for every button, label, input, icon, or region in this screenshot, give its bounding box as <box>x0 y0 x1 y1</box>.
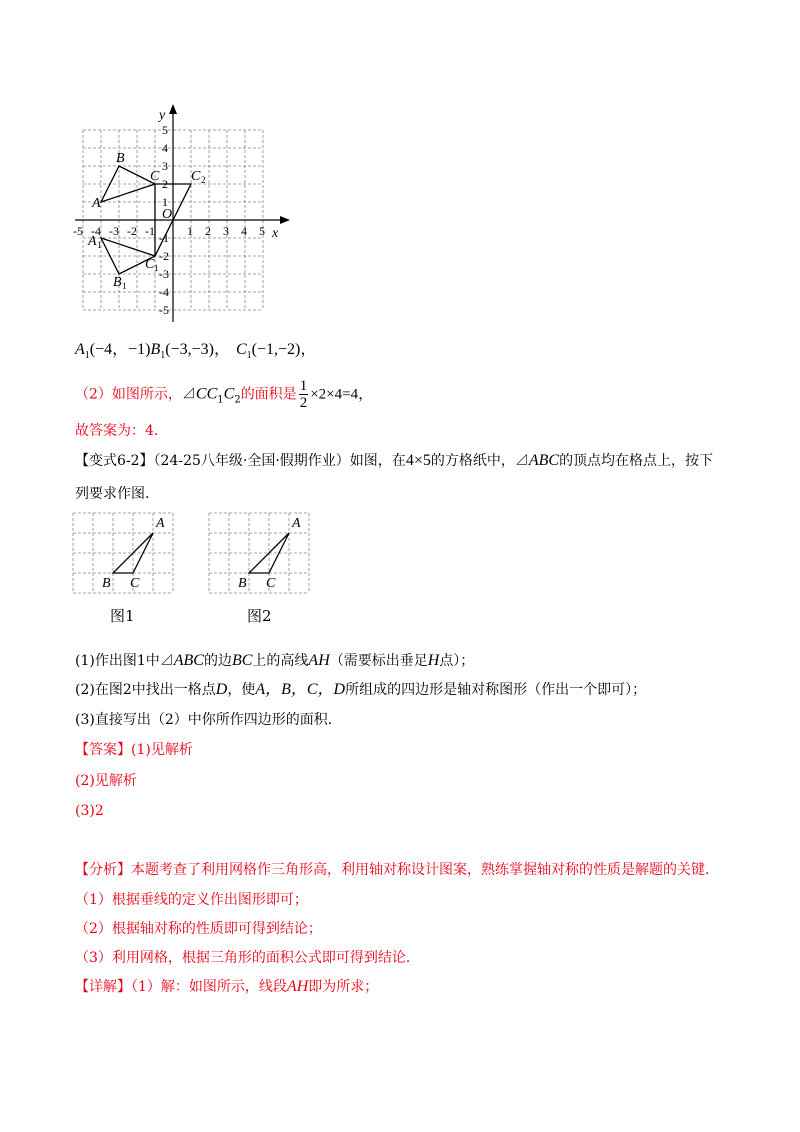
svg-text:-2: -2 <box>159 249 169 263</box>
point-a1: A <box>88 234 97 249</box>
svg-text:5: 5 <box>162 123 168 137</box>
analysis-p2: （2）根据轴对称的性质即可得到结论； <box>75 921 322 937</box>
point-a: A <box>92 196 101 211</box>
item-1: (1)作出图1中⊿ABC的边BC上的高线AH（需要标出垂足H点）； <box>75 652 475 669</box>
figure-1-caption: 图1 <box>110 607 135 625</box>
svg-text:1: 1 <box>97 240 102 250</box>
answer-3: (3)2 <box>75 803 104 819</box>
point-c1: C <box>145 257 155 272</box>
x-axis-arrow <box>280 216 290 224</box>
svg-text:B: B <box>102 576 111 591</box>
svg-text:1: 1 <box>187 224 193 238</box>
svg-text:-4: -4 <box>159 285 169 299</box>
svg-text:-3: -3 <box>159 267 169 281</box>
svg-text:1: 1 <box>122 281 127 291</box>
detail-line: 【详解】（1）解：如图所示，线段AH即为所求； <box>75 978 379 995</box>
svg-text:-1: -1 <box>159 231 169 245</box>
svg-text:-1: -1 <box>145 224 155 238</box>
svg-text:4: 4 <box>241 224 247 238</box>
svg-text:A: A <box>292 516 301 531</box>
point-b: B <box>116 151 125 166</box>
svg-text:C: C <box>130 576 140 591</box>
point-c: C <box>150 169 160 184</box>
svg-text:5: 5 <box>259 224 265 238</box>
svg-text:3: 3 <box>223 224 229 238</box>
question-line-1: 【变式6-2】（24-25八年级·全国·假期作业）如图，在4×5的方格纸中，⊿ABC的顶点均在格点上，按下 <box>75 452 714 469</box>
coordinates-line: $A_1(-4$，$-1)B_1(-3,-3)$， $C_1(-1,-2)$， <box>75 341 317 362</box>
svg-text:C: C <box>266 576 276 591</box>
svg-text:-5: -5 <box>73 224 83 238</box>
question-line-2: 列要求作图． <box>75 486 159 502</box>
svg-text:2: 2 <box>162 177 168 191</box>
svg-text:4: 4 <box>162 141 168 155</box>
origin-label: O <box>162 207 173 222</box>
fraction-one-half: $\frac{1}{2}$ <box>299 378 308 411</box>
y-axis-label: y <box>159 108 166 123</box>
answer-1: 【答案】(1)见解析 <box>75 742 193 758</box>
svg-text:-2: -2 <box>127 224 137 238</box>
point-c2: C <box>191 169 201 184</box>
svg-text:2: 2 <box>201 175 206 185</box>
svg-text:2: 2 <box>205 224 211 238</box>
x-axis-label: x <box>272 226 279 241</box>
item-2: (2)在图2中找出一格点D，使A，B，C，D所组成的四边形是轴对称图形（作出一个即可）； <box>75 681 647 698</box>
figure-2 <box>206 510 316 600</box>
coordinate-graph <box>60 100 300 325</box>
analysis-title: 【分析】本题考查了利用网格作三角形高，利用轴对称设计图案，熟练掌握轴对称的性质是解题的关键． <box>75 862 719 878</box>
svg-text:B: B <box>238 576 247 591</box>
point-b1: B <box>113 275 122 290</box>
y-axis-arrow <box>169 104 177 114</box>
analysis-p1: （1）根据垂线的定义作出图形即可； <box>75 892 308 908</box>
svg-text:-3: -3 <box>109 224 119 238</box>
answer-2: (2)见解析 <box>75 773 137 789</box>
svg-text:A: A <box>156 516 165 531</box>
figure-1 <box>70 510 180 600</box>
svg-text:-5: -5 <box>159 303 169 317</box>
svg-text:1: 1 <box>154 263 159 273</box>
svg-text:1: 1 <box>162 195 168 209</box>
svg-text:3: 3 <box>162 159 168 173</box>
axes <box>75 112 282 322</box>
item-3: (3)直接写出（2）中你所作四边形的面积． <box>75 712 342 728</box>
figure-2-caption: 图2 <box>247 607 272 625</box>
part2-line: （2）如图所示，$⊿CC_1C_2$的面积是 $\frac{1}{2}$ ×2×4=4， <box>75 378 374 411</box>
svg-text:-4: -4 <box>91 224 101 238</box>
answer-line: 故答案为：4． <box>75 423 168 439</box>
analysis-p3: （3）利用网格，根据三角形的面积公式即可得到结论． <box>75 950 420 966</box>
